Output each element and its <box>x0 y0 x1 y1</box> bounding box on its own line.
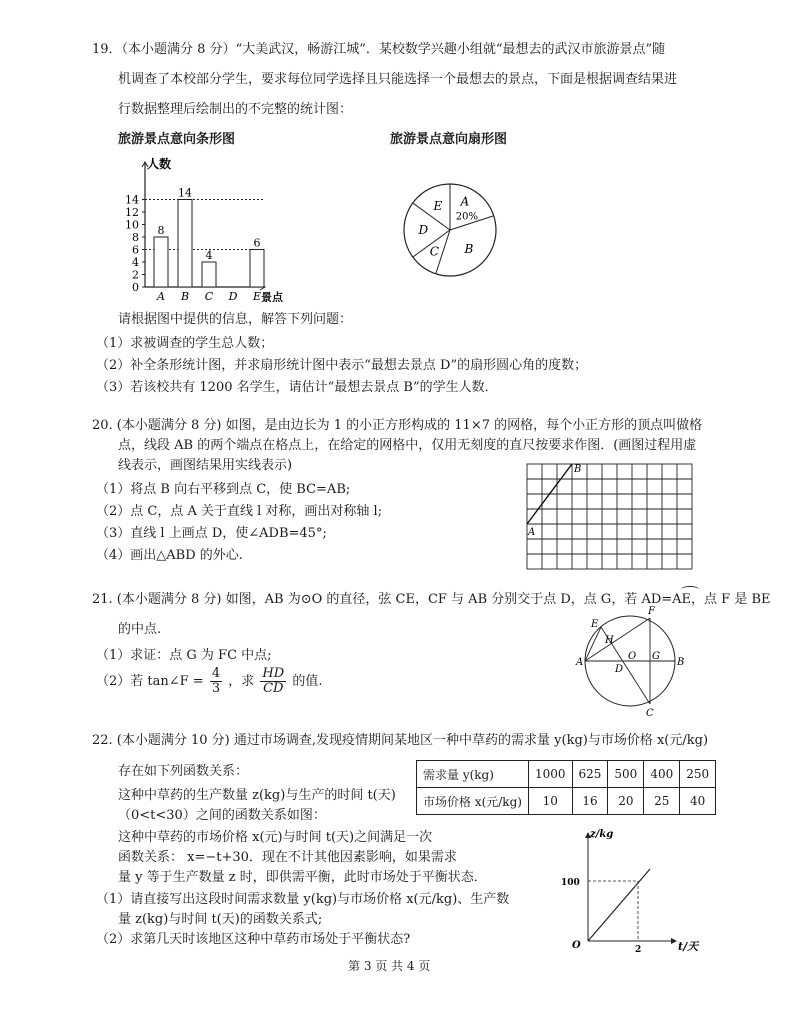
pie-slice-label: B <box>464 241 474 256</box>
table-row <box>417 788 716 815</box>
q19-line3: 行数据整理后绘制出的不完整的统计图： <box>118 102 353 117</box>
pie-slice-percent: 20% <box>455 211 478 223</box>
arc-mark <box>681 586 699 593</box>
circle-figure <box>575 603 685 725</box>
bar-category-label: A <box>157 290 165 302</box>
q22-line6: 函数关系： x=−t+30．现在不计其他因素影响，如果需求 <box>118 850 457 865</box>
bar-data-label: 8 <box>157 224 165 237</box>
bar-category-label: E <box>252 290 262 302</box>
q19-line1: 19．（本小题满分 8 分）“大美武汉，畅游江城”．某校数学兴趣小组就“最想去的武汉市旅游景点”随 <box>92 42 666 57</box>
table-cell: 16 <box>572 788 608 815</box>
bar-y-tick-label: 12 <box>125 206 139 219</box>
pie-slice-label: E <box>433 199 443 214</box>
line-graph <box>550 825 700 955</box>
demand-price-table <box>416 760 716 815</box>
q19-item2: （2）补全条形统计图，并求扇形统计图中表示“最想去景点 D”的扇形圆心角的度数； <box>96 358 588 373</box>
q20-item3: （3）直线 l 上画点 D，使∠ADB=45°; <box>96 526 327 541</box>
q22-line8: （1）请直接写出这段时间需求数量 y(kg)与市场价格 x(元/kg)、生产数 <box>96 892 510 907</box>
q22-line9: 量 z(kg)与时间 t(天)的函数关系式; <box>118 912 323 927</box>
bar-y-tick-label: 6 <box>132 243 139 257</box>
bar-y-tick-label: 0 <box>132 281 139 294</box>
bar-y-tick-label: 10 <box>125 218 139 232</box>
bar-category-label: D <box>228 290 238 302</box>
q20-line3: 线表示，画图结果用实线表示) <box>118 458 293 473</box>
q21-item2 <box>96 666 322 698</box>
q20-line1: 20. (本小题满分 8 分) 如图，是由边长为 1 的小正方形构成的 11×7 的网格，每个小正方形的顶点叫做格 <box>92 418 703 433</box>
q22-line4: （0<t<30）之间的函数关系如图： <box>118 808 326 823</box>
fraction-hd-cd <box>260 667 286 696</box>
q22-line7: 量 y 等于生产数量 z 时，即供需平衡，此时市场处于平衡状态． <box>118 870 487 885</box>
bar-category-label: B <box>180 290 190 302</box>
q20-item1: （1）将点 B 向右平移到点 C，使 BC=AB; <box>96 482 351 497</box>
pie-chart <box>398 180 518 290</box>
table-cell: 400 <box>644 761 680 788</box>
bar-data-label: 14 <box>178 186 192 200</box>
bar-chart <box>115 152 315 302</box>
table-cell: 40 <box>680 788 716 815</box>
table-cell: 20 <box>608 788 644 815</box>
bar-y-tick-label: 8 <box>132 231 139 244</box>
q19-prompt: 请根据图中提供的信息，解答下列问题： <box>118 312 353 327</box>
graph-x-label: t/天 <box>678 940 699 953</box>
q22-line10: （2）求第几天时该地区这种中草药市场处于平衡状态? <box>96 932 411 947</box>
bar-chart-title: 旅游景点意向条形图 <box>118 132 236 147</box>
table-row <box>417 761 716 788</box>
bar-y-tick-label: 14 <box>125 193 139 207</box>
fig-label-d: D <box>615 664 624 675</box>
q21-item2-suffix: 的值. <box>292 674 323 689</box>
q21-item2-prefix: （2）若 tan∠F = <box>96 674 204 689</box>
bar-y-tick-label: 2 <box>132 268 139 282</box>
q21-item1: （1）求证：点 G 为 FC 中点; <box>96 648 272 663</box>
fig-label-c: C <box>646 708 654 719</box>
page-footer: 第 3 页 共 4 页 <box>348 959 431 973</box>
q19-line2: 机调查了本校部分学生，要求每位同学选择且只能选择一个最想去的景点，下面是根据调查结果进 <box>118 72 678 87</box>
q21-line1: 21. (本小题满分 8 分) 如图，AB 为⊙O 的直径，弦 CE，CF 与 AB 分别交于点 D，点 G，若 AD=AE，点 F 是 BE <box>92 592 771 607</box>
q21-item2-mid: ，求 <box>228 674 255 689</box>
pie-slice-label: A <box>460 194 470 209</box>
bar-y-tick-label: 4 <box>132 256 139 269</box>
fraction-hd: HD <box>262 666 285 681</box>
bar-y-axis-label: 人数 <box>147 157 172 171</box>
fig-label-h: H <box>605 635 614 646</box>
fraction-tan <box>210 667 222 696</box>
table-cell: 250 <box>680 761 716 788</box>
fig-label-e: E <box>591 619 599 630</box>
q21-line2: 的中点. <box>118 622 162 637</box>
fraction-tan-num: 4 <box>211 666 221 681</box>
table-cell: 25 <box>644 788 680 815</box>
graph-y-tick: 100 <box>561 878 580 888</box>
q19-item3: （3）若该校共有 1200 名学生，请估计“最想去景点 B”的学生人数． <box>96 380 498 395</box>
q20-item4: （4）画出△ABD 的外心. <box>96 548 243 563</box>
table-header-price: 市场价格 x(元/kg) <box>417 788 529 815</box>
fig-label-o: O <box>628 651 637 662</box>
q20-line2: 点，线段 AB 的两个端点在格点上，在给定的网格中，仅用无刻度的直尺按要求作图．(画图过程用虚 <box>118 438 697 453</box>
table-cell: 10 <box>528 788 572 815</box>
fraction-cd: CD <box>263 681 284 696</box>
bar <box>250 250 264 288</box>
graph-x-tick: 2 <box>635 945 642 955</box>
bar-data-label: 6 <box>253 236 261 250</box>
graph-origin: O <box>572 940 581 951</box>
table-cell: 625 <box>572 761 608 788</box>
fraction-tan-den: 3 <box>211 681 221 696</box>
graph-line <box>588 869 650 941</box>
q22-line2: 存在如下列函数关系： <box>118 764 249 779</box>
q22-line1: 22. (本小题满分 10 分) 通过市场调查,发现疫情期间某地区一种中草药的需求量 y(kg)与市场价格 x(元/kg) <box>92 733 709 748</box>
bar <box>202 262 216 287</box>
fig-label-b: B <box>677 657 685 668</box>
table-cell: 1000 <box>528 761 572 788</box>
table-cell: 500 <box>608 761 644 788</box>
q20-item2: （2）点 C，点 A 关于直线 l 对称，画出对称轴 l; <box>96 504 383 519</box>
graph-y-label: z/kg <box>590 829 614 840</box>
table-header-demand: 需求量 y(kg) <box>417 761 529 788</box>
bar-category-label: C <box>204 290 214 302</box>
bar <box>178 200 192 288</box>
bar <box>154 237 168 287</box>
grid-label-a: A <box>528 527 536 538</box>
q22-line5: 这种中草药的市场价格 x(元)与时间 t(天)之间满足一次 <box>118 830 433 845</box>
q22-line3: 这种中草药的生产数量 z(kg)与生产的时间 t(天) <box>118 788 396 803</box>
q19-item1: （1）求被调查的学生总人数； <box>96 336 274 351</box>
grid-label-b: B <box>574 464 582 475</box>
bar-data-label: 4 <box>205 249 213 262</box>
fig-label-f: F <box>648 606 655 617</box>
pie-slice-label: C <box>429 244 439 259</box>
pie-slice-label: D <box>418 223 429 237</box>
pie-chart-title: 旅游景点意向扇形图 <box>390 132 508 147</box>
grid-figure <box>521 460 696 575</box>
fig-label-g: G <box>652 651 660 662</box>
bar-x-axis-label: 景点 <box>261 291 283 302</box>
fig-label-a: A <box>576 657 584 668</box>
